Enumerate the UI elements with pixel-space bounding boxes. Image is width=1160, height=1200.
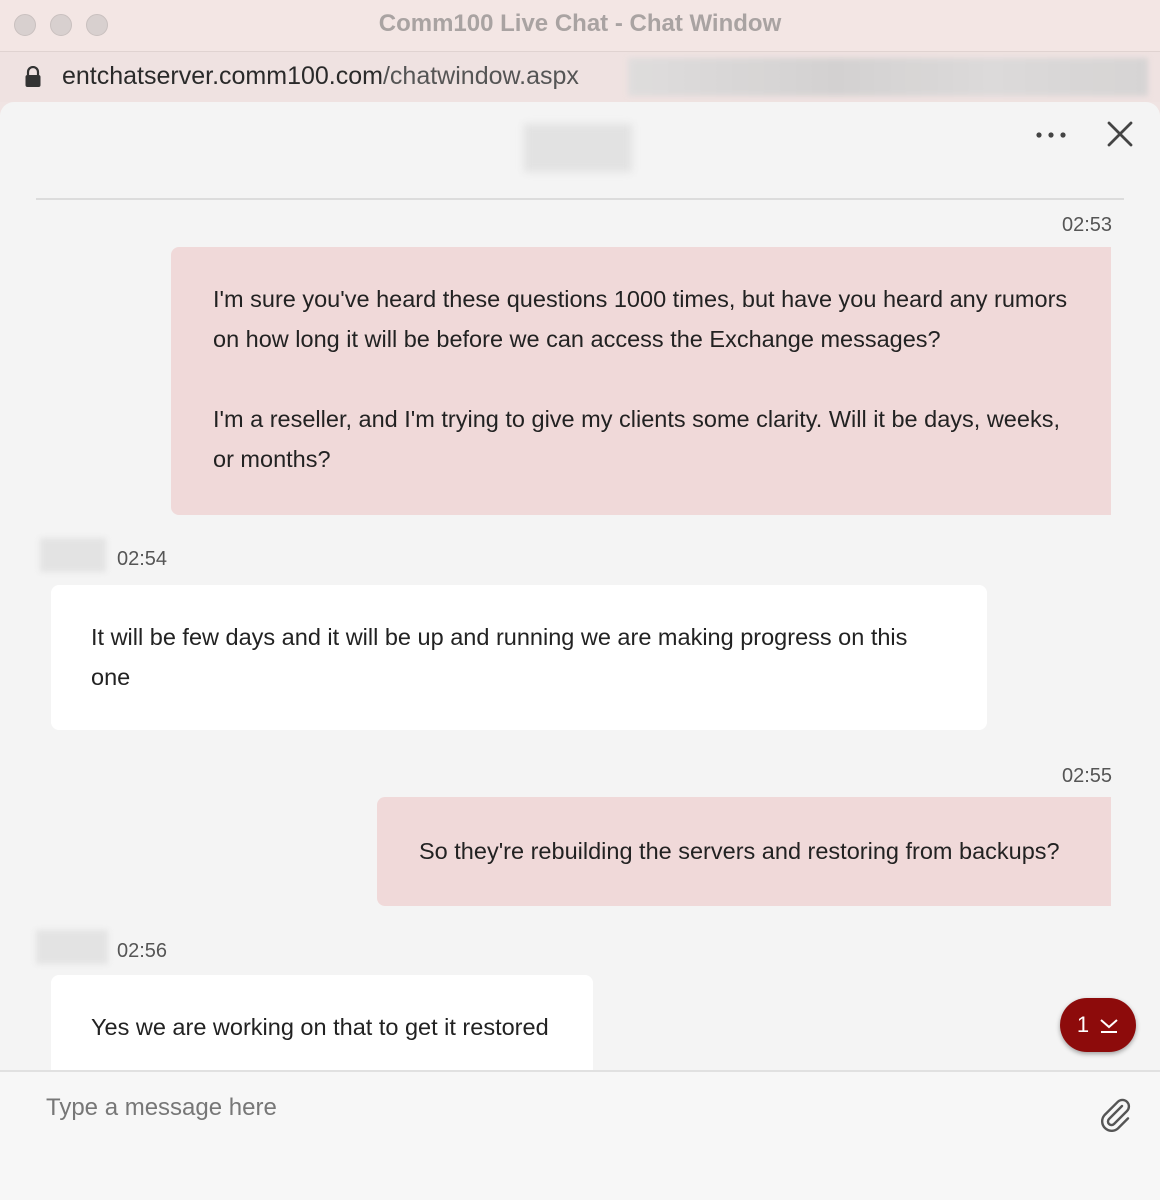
more-options-icon[interactable] (1034, 124, 1068, 146)
message-composer (0, 1070, 1160, 1200)
chat-window (0, 102, 1160, 1200)
message-input[interactable] (30, 1086, 1070, 1130)
new-messages-count: 1 (1076, 1012, 1090, 1037)
visitor-message: So they're rebuilding the servers and restoring from backups? (377, 797, 1111, 906)
address-bar (0, 52, 1160, 102)
message-time: 02:54 (117, 548, 168, 570)
message-time: 02:53 (1062, 214, 1113, 236)
title-bar (0, 0, 1160, 52)
agent-message: It will be few days and it will be up and running we are making progress on this one (51, 585, 987, 730)
header-divider (36, 198, 1124, 200)
scroll-down-icon (1099, 1016, 1119, 1034)
agent-avatar (40, 538, 106, 572)
message-time: 02:55 (1062, 765, 1113, 787)
agent-avatar (36, 930, 108, 964)
lock-icon (24, 66, 42, 88)
visitor-message: I'm sure you've heard these questions 1000 times, but have you heard any rumors on how long it will be before we can access the Exchange messages? I'm a reseller, and I'm trying to give my clients some clarity. Will it be days, weeks, or months? (171, 247, 1111, 515)
agent-message: Yes we are working on that to get it restored (51, 975, 593, 1085)
message-time: 02:56 (117, 940, 168, 962)
close-icon[interactable] (1106, 120, 1134, 148)
url-host: entchatserver.comm100.com (62, 62, 383, 90)
window-title: Comm100 Live Chat - Chat Window (378, 10, 782, 37)
redacted-url-region (628, 58, 1148, 96)
url-text[interactable] (62, 62, 579, 91)
url-path: /chatwindow.aspx (382, 62, 579, 90)
paperclip-icon[interactable] (1098, 1096, 1132, 1132)
agent-name-redacted (524, 124, 632, 172)
new-messages-button[interactable] (1060, 998, 1136, 1052)
